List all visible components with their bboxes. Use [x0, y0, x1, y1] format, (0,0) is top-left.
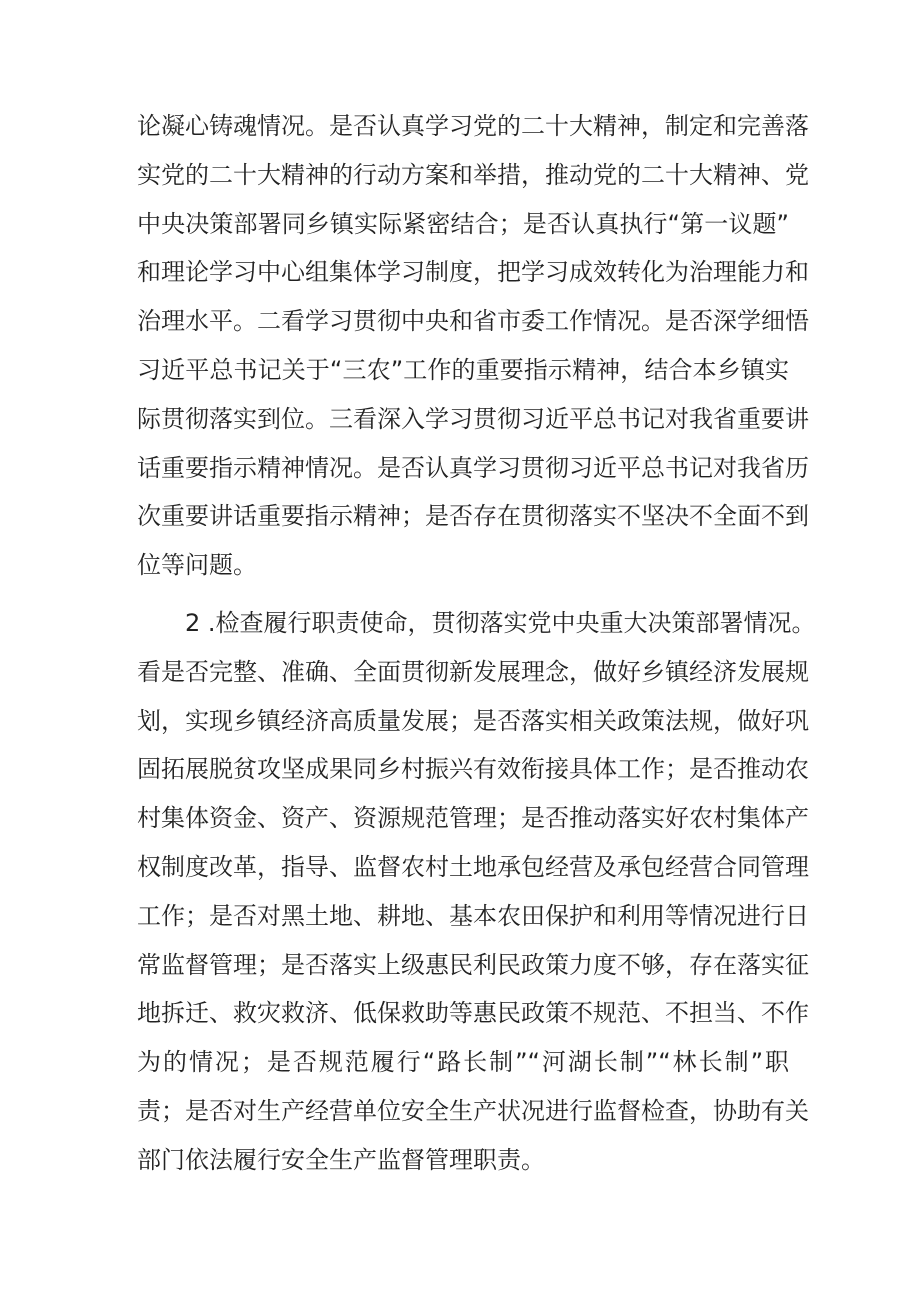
text-line: 责；是否对生产经营单位安全生产状况进行监督检查，协助有关: [137, 1096, 809, 1125]
text-line: 看是否完整、准确、全面贯彻新发展理念，做好乡镇经济发展规: [137, 657, 809, 686]
text-line: 常监督管理；是否落实上级惠民利民政策力度不够，存在落实征: [137, 950, 809, 979]
text-line: 中央决策部署同乡镇实际紧密结合；是否认真执行“第一议题”: [137, 209, 789, 238]
text-line: 村集体资金、资产、资源规范管理；是否推动落实好农村集体产: [137, 804, 809, 833]
text-line: 话重要指示精神情况。是否认真学习贯彻习近平总书记对我省历: [137, 453, 809, 482]
paragraph-gap: [137, 590, 789, 599]
text-line: 习近平总书记关于“三农”工作的重要指示精神，结合本乡镇实: [137, 355, 789, 384]
text-line: 和理论学习中心组集体学习制度，把学习成效转化为治理能力和: [137, 258, 809, 287]
text-line: 工作；是否对黑土地、耕地、基本农田保护和利用等情况进行日: [137, 901, 809, 930]
paragraph-2: [137, 599, 816, 1185]
text-line: 固拓展脱贫攻坚成果同乡村振兴有效衔接具体工作；是否推动农: [137, 755, 809, 784]
text-line: 位等问题。: [137, 551, 257, 580]
text-line: 地拆迁、救灾救济、低保救助等惠民政策不规范、不担当、不作: [137, 999, 809, 1028]
document-body: [137, 102, 816, 1185]
text-line: 为的情况；是否规范履行“路长制”“河湖长制”“林长制”职: [137, 1048, 789, 1077]
text-line: 部门依法履行安全生产监督管理职责。: [137, 1145, 545, 1174]
text-line: 论凝心铸魂情况。是否认真学习党的二十大精神，制定和完善落: [137, 112, 809, 140]
text-line: 划，实现乡镇经济高质量发展；是否落实相关政策法规，做好巩: [137, 706, 809, 735]
text-line: 际贯彻落实到位。三看深入学习贯彻习近平总书记对我省重要讲: [137, 404, 809, 433]
text-line: 次重要讲话重要指示精神；是否存在贯彻落实不坚决不全面不到: [137, 502, 809, 531]
section-heading-line: 2 .检查履行职责使命，贯彻落实党中央重大决策部署情况。: [185, 608, 816, 637]
text-line: 实党的二十大精神的行动方案和举措，推动党的二十大精神、党: [137, 160, 809, 189]
text-line: 治理水平。二看学习贯彻中央和省市委工作情况。是否深学细悟: [137, 307, 809, 336]
paragraph-1: [137, 102, 809, 590]
text-line: 权制度改革，指导、监督农村土地承包经营及承包经营合同管理: [137, 852, 809, 881]
